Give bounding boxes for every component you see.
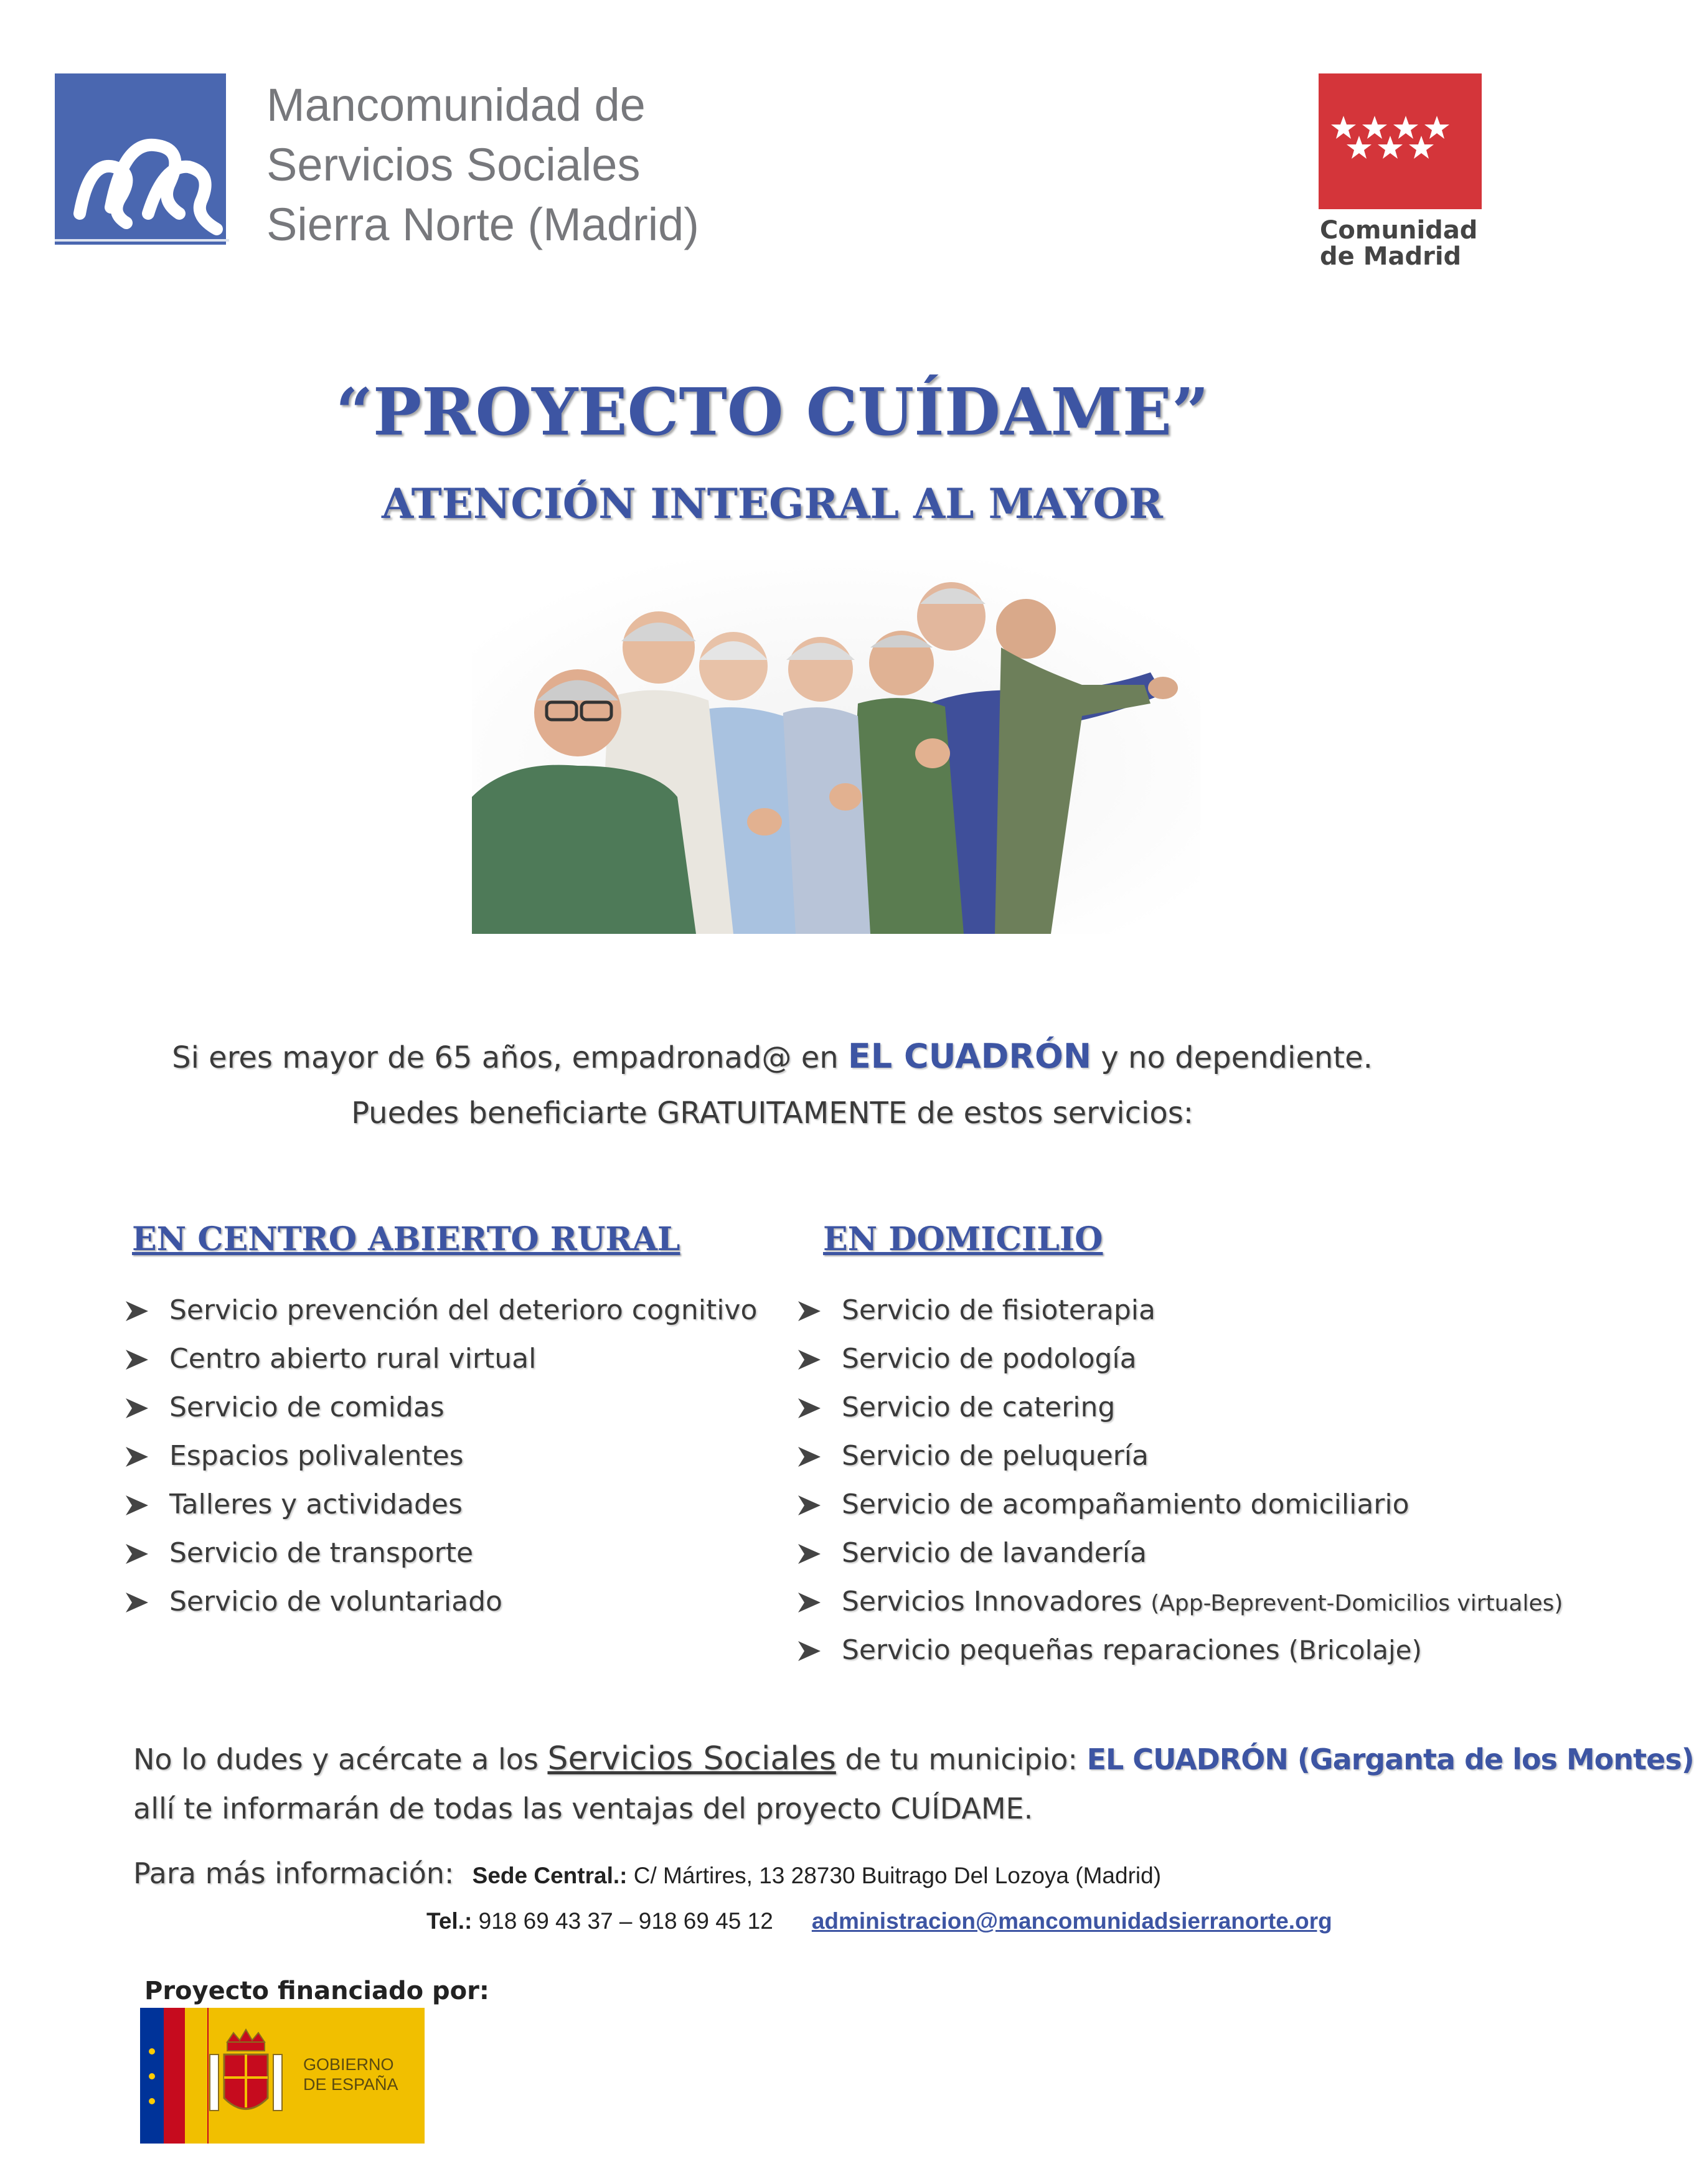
list-item xyxy=(797,1583,1563,1632)
cam-label-2: de Madrid xyxy=(1320,242,1462,271)
list-item xyxy=(797,1292,1532,1340)
arrow-bullet-icon xyxy=(797,1543,822,1565)
tel-numbers: 918 69 43 37 – 918 69 45 12 xyxy=(472,1908,773,1934)
cam-red-block xyxy=(1319,73,1482,209)
service-label xyxy=(842,1583,1563,1622)
arrow-bullet-icon xyxy=(125,1494,149,1517)
list-item xyxy=(125,1340,747,1389)
cam-label-1: Comunidad xyxy=(1320,216,1478,245)
service-label: Servicio de podología xyxy=(842,1343,1137,1375)
service-label: Servicio prevención del deterioro cognitivo xyxy=(169,1294,758,1326)
intro-town: EL CUADRÓN xyxy=(847,1037,1092,1076)
service-label: Servicio de transporte xyxy=(169,1537,474,1569)
service-label: Espacios polivalentes xyxy=(169,1440,464,1472)
arrow-bullet-icon xyxy=(125,1397,149,1419)
list-item xyxy=(797,1438,1532,1486)
service-label: Servicio de peluquería xyxy=(842,1440,1149,1472)
arrow-bullet-icon xyxy=(125,1543,149,1565)
domicilio-services-list xyxy=(797,1292,1563,1680)
mancomunidad-line-2: Servicios Sociales xyxy=(266,139,641,191)
email-link[interactable]: administracion@mancomunidadsierranorte.org xyxy=(811,1908,1332,1934)
servicios-sociales-link[interactable]: Servicios Sociales xyxy=(547,1740,836,1777)
list-item xyxy=(125,1438,747,1486)
list-item xyxy=(797,1340,1532,1389)
arrow-bullet-icon xyxy=(797,1494,822,1517)
service-label: Servicio de acompañamiento domiciliario xyxy=(842,1489,1409,1520)
service-label: Servicio de comidas xyxy=(169,1391,445,1423)
stars-icon xyxy=(1319,73,1482,209)
heading-centro-abierto: EN CENTRO ABIERTO RURAL xyxy=(132,1220,680,1258)
arrow-bullet-icon xyxy=(797,1300,822,1322)
funded-by-label: Proyecto financiado por: xyxy=(144,1977,489,2005)
sede-label: Sede Central.: xyxy=(472,1863,628,1888)
service-label: Servicio de voluntariado xyxy=(169,1586,502,1617)
cta-line-1 xyxy=(133,1740,1694,1777)
people-logo-icon xyxy=(55,73,229,242)
innov-label: Servicios Innovadores xyxy=(842,1586,1151,1617)
page-subtitle: ATENCIÓN INTEGRAL AL MAYOR xyxy=(382,479,1163,528)
cta-text-b: de tu municipio: xyxy=(835,1743,1087,1776)
service-label: Centro abierto rural virtual xyxy=(169,1343,537,1375)
list-item xyxy=(797,1632,1532,1680)
list-item xyxy=(125,1583,747,1632)
tel-label: Tel.: xyxy=(426,1908,473,1934)
mancomunidad-line-1: Mancomunidad de xyxy=(266,79,646,131)
arrow-bullet-icon xyxy=(125,1349,149,1371)
arrow-bullet-icon xyxy=(125,1591,149,1614)
intro-line-1 xyxy=(0,1037,1545,1076)
arrow-bullet-icon xyxy=(125,1446,149,1468)
info-line xyxy=(133,1857,1161,1890)
comunidad-madrid-logo xyxy=(1319,73,1482,273)
arrow-bullet-icon xyxy=(125,1300,149,1322)
arrow-bullet-icon xyxy=(797,1640,822,1662)
elderly-group-photo xyxy=(472,560,1200,934)
cta-line-2: allí te informarán de todas las ventajas del proyecto CUÍDAME. xyxy=(133,1792,1033,1825)
innov-note: (App-Beprevent-Domicilios virtuales) xyxy=(1151,1591,1563,1616)
repair-note: (Bricolaje) xyxy=(1288,1635,1422,1665)
centro-services-list xyxy=(125,1292,758,1632)
intro-line-2: Puedes beneficiarte GRATUITAMENTE de estos servicios: xyxy=(351,1096,1193,1131)
list-item xyxy=(125,1389,747,1438)
arrow-bullet-icon xyxy=(797,1446,822,1468)
tel-line xyxy=(426,1908,1332,1934)
arrow-bullet-icon xyxy=(797,1591,822,1614)
mancomunidad-line-3: Sierra Norte (Madrid) xyxy=(266,199,699,250)
sede-info xyxy=(473,1863,1161,1888)
gobierno-espana-logo xyxy=(140,2008,425,2144)
service-label: Servicio de lavandería xyxy=(842,1537,1147,1569)
arrow-bullet-icon xyxy=(797,1349,822,1371)
service-label: Servicio de catering xyxy=(842,1391,1116,1423)
gobierno-line-2: DE ESPAÑA xyxy=(303,2075,398,2094)
list-item xyxy=(125,1486,747,1535)
intro-text-a: Si eres mayor de 65 años, empadronad@ en xyxy=(172,1040,848,1075)
list-item xyxy=(797,1389,1532,1438)
cta-text-a: No lo dudes y acércate a los xyxy=(133,1743,548,1776)
cta-town: EL CUADRÓN (Garganta de los Montes) xyxy=(1086,1743,1694,1776)
list-item xyxy=(797,1535,1532,1583)
intro-text-b: y no dependiente. xyxy=(1091,1040,1373,1075)
page-title: “PROYECTO CUÍDAME” xyxy=(336,374,1209,450)
service-label: Servicio de fisioterapia xyxy=(842,1294,1155,1326)
service-label xyxy=(842,1632,1422,1669)
gobierno-line-1: GOBIERNO xyxy=(303,2055,394,2074)
list-item xyxy=(797,1486,1532,1535)
info-label: Para más información: xyxy=(133,1857,454,1890)
list-item xyxy=(125,1292,758,1340)
service-label: Talleres y actividades xyxy=(169,1489,463,1520)
list-item xyxy=(125,1535,747,1583)
repair-label: Servicio pequeñas reparaciones xyxy=(842,1634,1289,1666)
heading-domicilio: EN DOMICILIO xyxy=(823,1220,1103,1258)
sede-address: C/ Mártires, 13 28730 Buitrago Del Lozoya (Madrid) xyxy=(627,1863,1162,1888)
mancomunidad-logo xyxy=(55,68,699,268)
arrow-bullet-icon xyxy=(797,1397,822,1419)
